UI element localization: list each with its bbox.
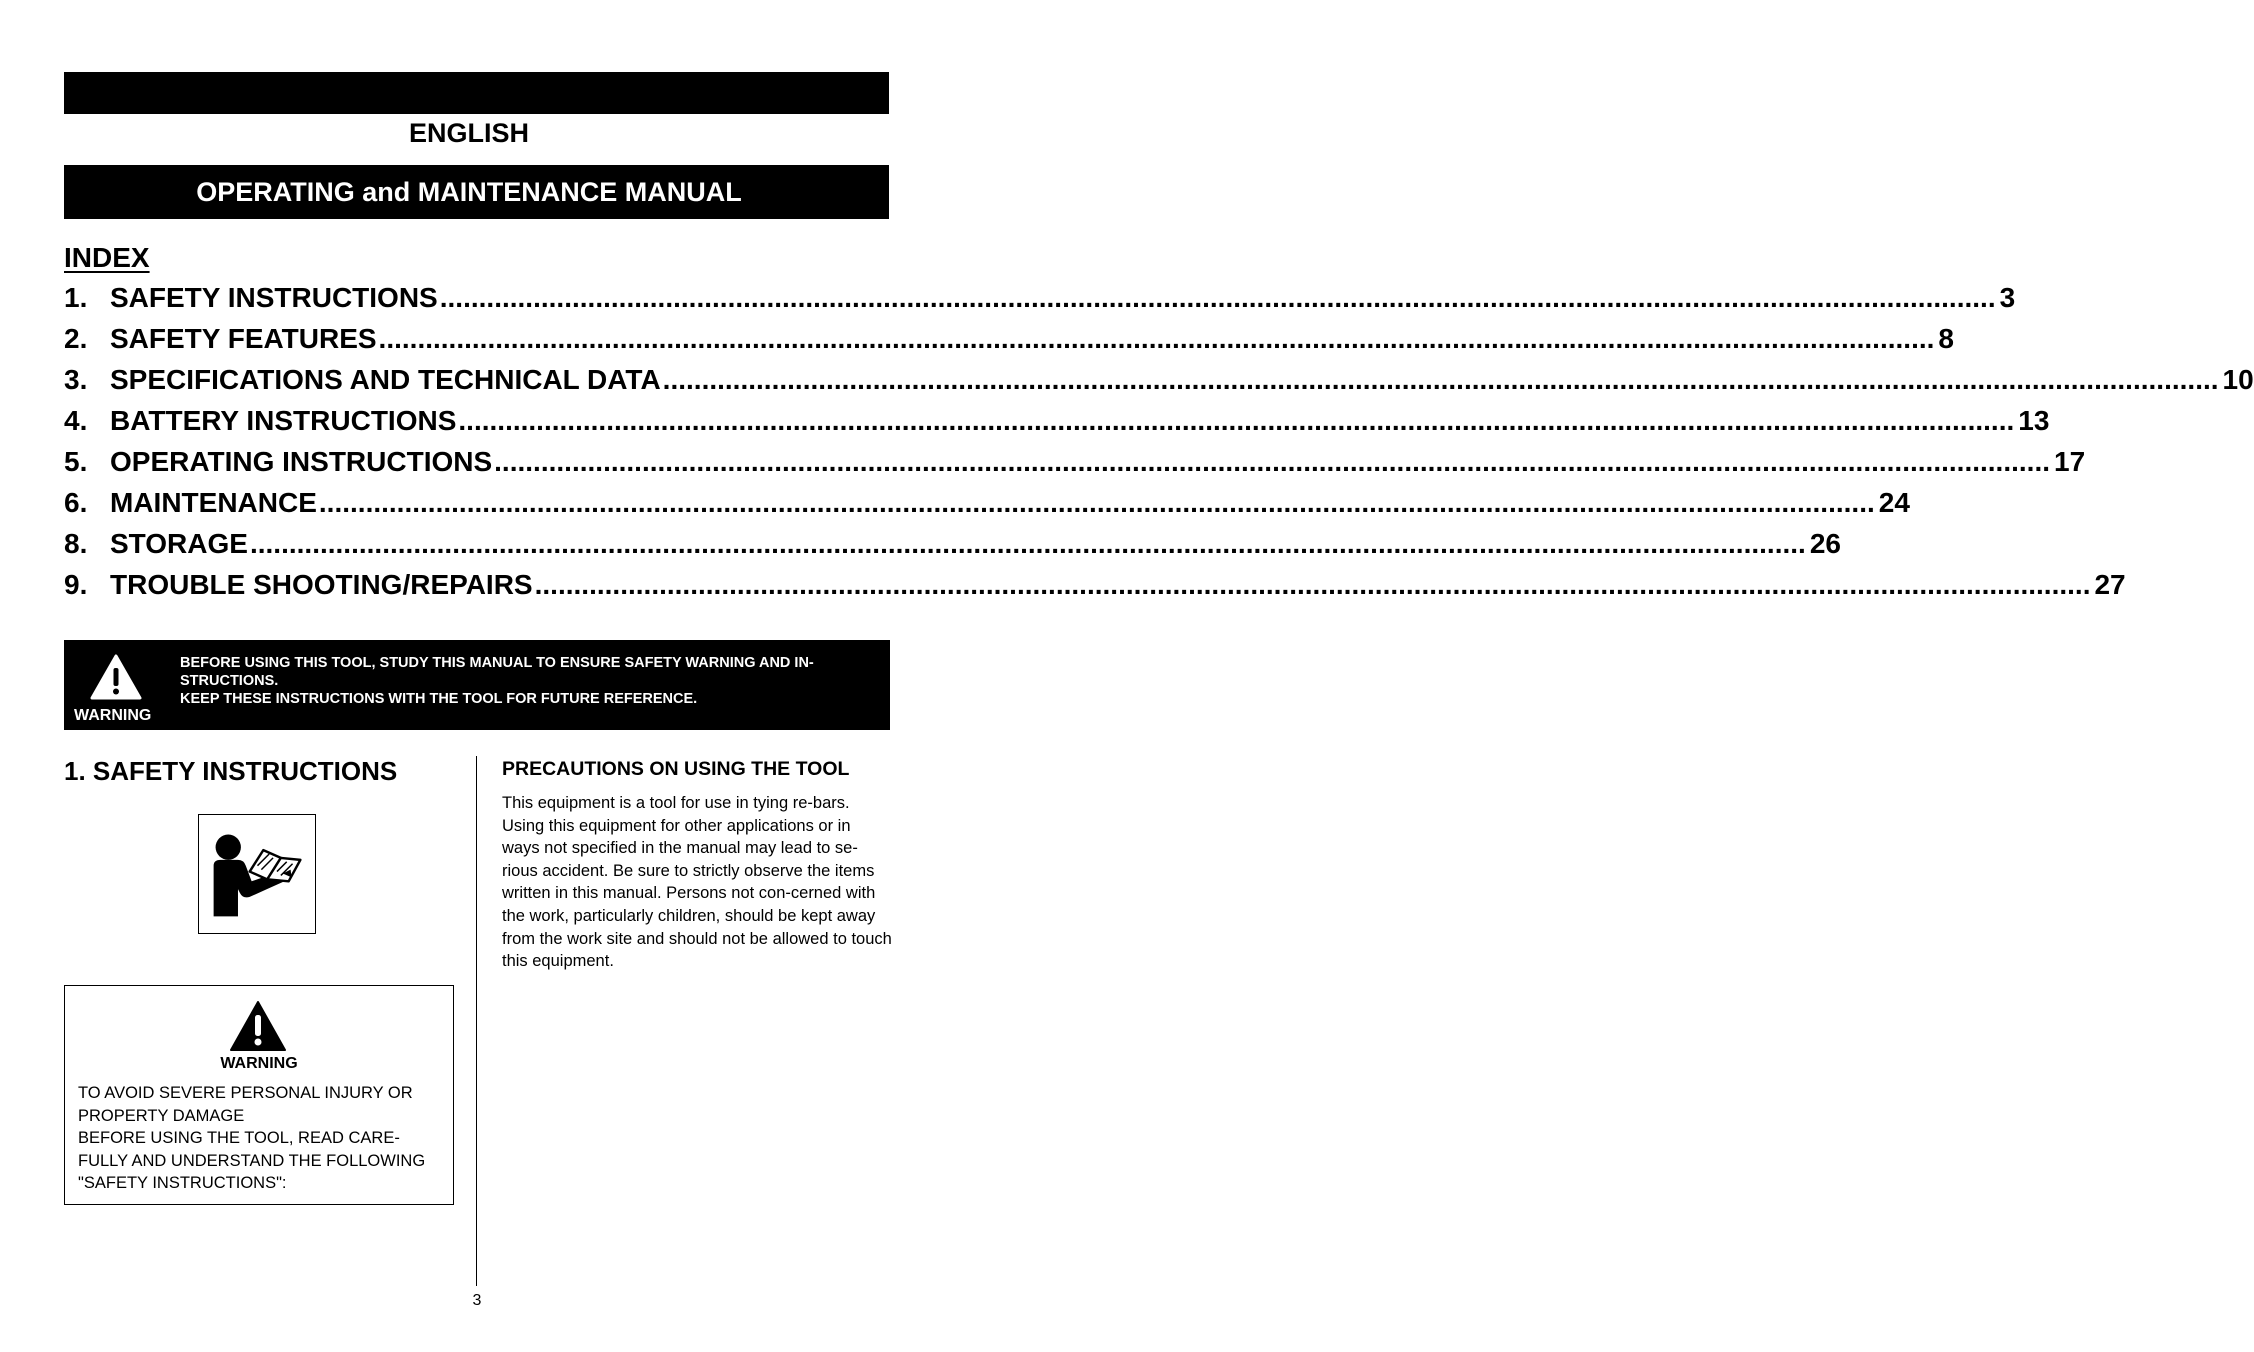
toc-label: MAINTENANCE — [110, 487, 317, 518]
toc-page: 8 — [1938, 323, 1954, 354]
warning-label: WARNING — [220, 1055, 298, 1072]
toc-number: 9. — [64, 569, 88, 600]
read-manual-icon — [199, 815, 314, 932]
top-black-bar — [64, 72, 889, 114]
manual-title-bar — [64, 165, 889, 219]
toc-item[interactable] — [64, 282, 2016, 323]
language-heading: ENGLISH — [408, 118, 529, 148]
toc-page: 13 — [2018, 405, 2050, 436]
warning-banner-text — [180, 654, 880, 708]
warning-box-text — [78, 1082, 448, 1195]
toc-number: 8. — [64, 528, 88, 559]
toc-item[interactable] — [64, 364, 2254, 405]
section-heading: 1. SAFETY INSTRUCTIONS — [64, 756, 398, 786]
toc-number: 5. — [64, 446, 88, 477]
toc-page: 24 — [1878, 487, 1910, 518]
toc-leader: ........................................................................................................................................................................................................ — [534, 569, 2091, 600]
precautions-body: This equipment is a tool for use in tying re-bars. Using this equipment for other applications or in ways not specified in the manual may lead to se-rious accident. Be sure to strictly observe the items written in this manual. Persons not con-cerned with the work, particularly children, should be kept away from the work site and should not be allowed to touch this equipment. — [502, 794, 892, 971]
toc-page: 27 — [2094, 569, 2126, 600]
toc-item[interactable] — [64, 323, 1954, 364]
toc-leader: ........................................................................................................................................................................................................ — [249, 528, 1806, 559]
toc-number: 2. — [64, 323, 88, 354]
toc-label: BATTERY INSTRUCTIONS — [110, 405, 457, 436]
warning-box — [64, 985, 454, 1205]
manual-title: OPERATING and MAINTENANCE MANUAL — [196, 176, 742, 207]
toc-number: 3. — [64, 364, 88, 395]
toc-page: 17 — [2054, 446, 2086, 477]
warning-box-line-1: TO AVOID SEVERE PERSONAL INJURY OR PROPERTY DAMAGE — [78, 1084, 413, 1125]
toc-label: STORAGE — [110, 528, 248, 559]
toc-number: 6. — [64, 487, 88, 518]
toc-leader: ........................................................................................................................................................................................................ — [662, 364, 2219, 395]
toc-number: 4. — [64, 405, 88, 436]
toc-leader: ........................................................................................................................................................................................................ — [439, 282, 1996, 313]
toc-leader: ........................................................................................................................................................................................................ — [318, 487, 1875, 518]
warning-triangle-icon — [90, 654, 142, 700]
toc-page: 3 — [1999, 282, 2016, 313]
toc-label: TROUBLE SHOOTING/REPAIRS — [110, 569, 533, 600]
toc-leader: ........................................................................................................................................................................................................ — [458, 405, 2015, 436]
page-number: 3 — [472, 1292, 482, 1309]
toc-page: 26 — [1809, 528, 1841, 559]
warning-triangle-icon — [229, 1000, 287, 1052]
toc-leader: ........................................................................................................................................................................................................ — [378, 323, 1935, 354]
toc-label: OPERATING INSTRUCTIONS — [110, 446, 493, 477]
warning-label: WARNING — [74, 707, 152, 724]
table-of-contents — [64, 282, 2254, 610]
warning-box-line-2: BEFORE USING THE TOOL, READ CARE-FULLY AND UNDERSTAND THE FOLLOWING "SAFETY INSTRUCTIONS": — [78, 1129, 426, 1193]
warning-line-1: BEFORE USING THIS TOOL, STUDY THIS MANUAL TO ENSURE SAFETY WARNING AND IN-STRUCTIONS. — [180, 655, 814, 689]
toc-item[interactable] — [64, 528, 1841, 569]
toc-label: SAFETY INSTRUCTIONS — [110, 282, 438, 313]
toc-leader: ........................................................................................................................................................................................................ — [494, 446, 2051, 477]
toc-item[interactable] — [64, 569, 2126, 610]
toc-label: SPECIFICATIONS AND TECHNICAL DATA — [110, 364, 661, 395]
warning-line-2: KEEP THESE INSTRUCTIONS WITH THE TOOL FOR FUTURE REFERENCE. — [180, 691, 698, 707]
warning-banner — [64, 640, 890, 730]
column-divider — [476, 756, 477, 1286]
index-title: INDEX — [64, 242, 150, 273]
toc-number: 1. — [64, 282, 88, 313]
toc-item[interactable] — [64, 405, 2050, 446]
precautions-heading: PRECAUTIONS ON USING THE TOOL — [502, 758, 850, 780]
toc-item[interactable] — [64, 446, 2086, 487]
toc-page: 10 — [2222, 364, 2254, 395]
toc-label: SAFETY FEATURES — [110, 323, 377, 354]
toc-item[interactable] — [64, 487, 1910, 528]
read-manual-pictogram — [198, 814, 316, 934]
